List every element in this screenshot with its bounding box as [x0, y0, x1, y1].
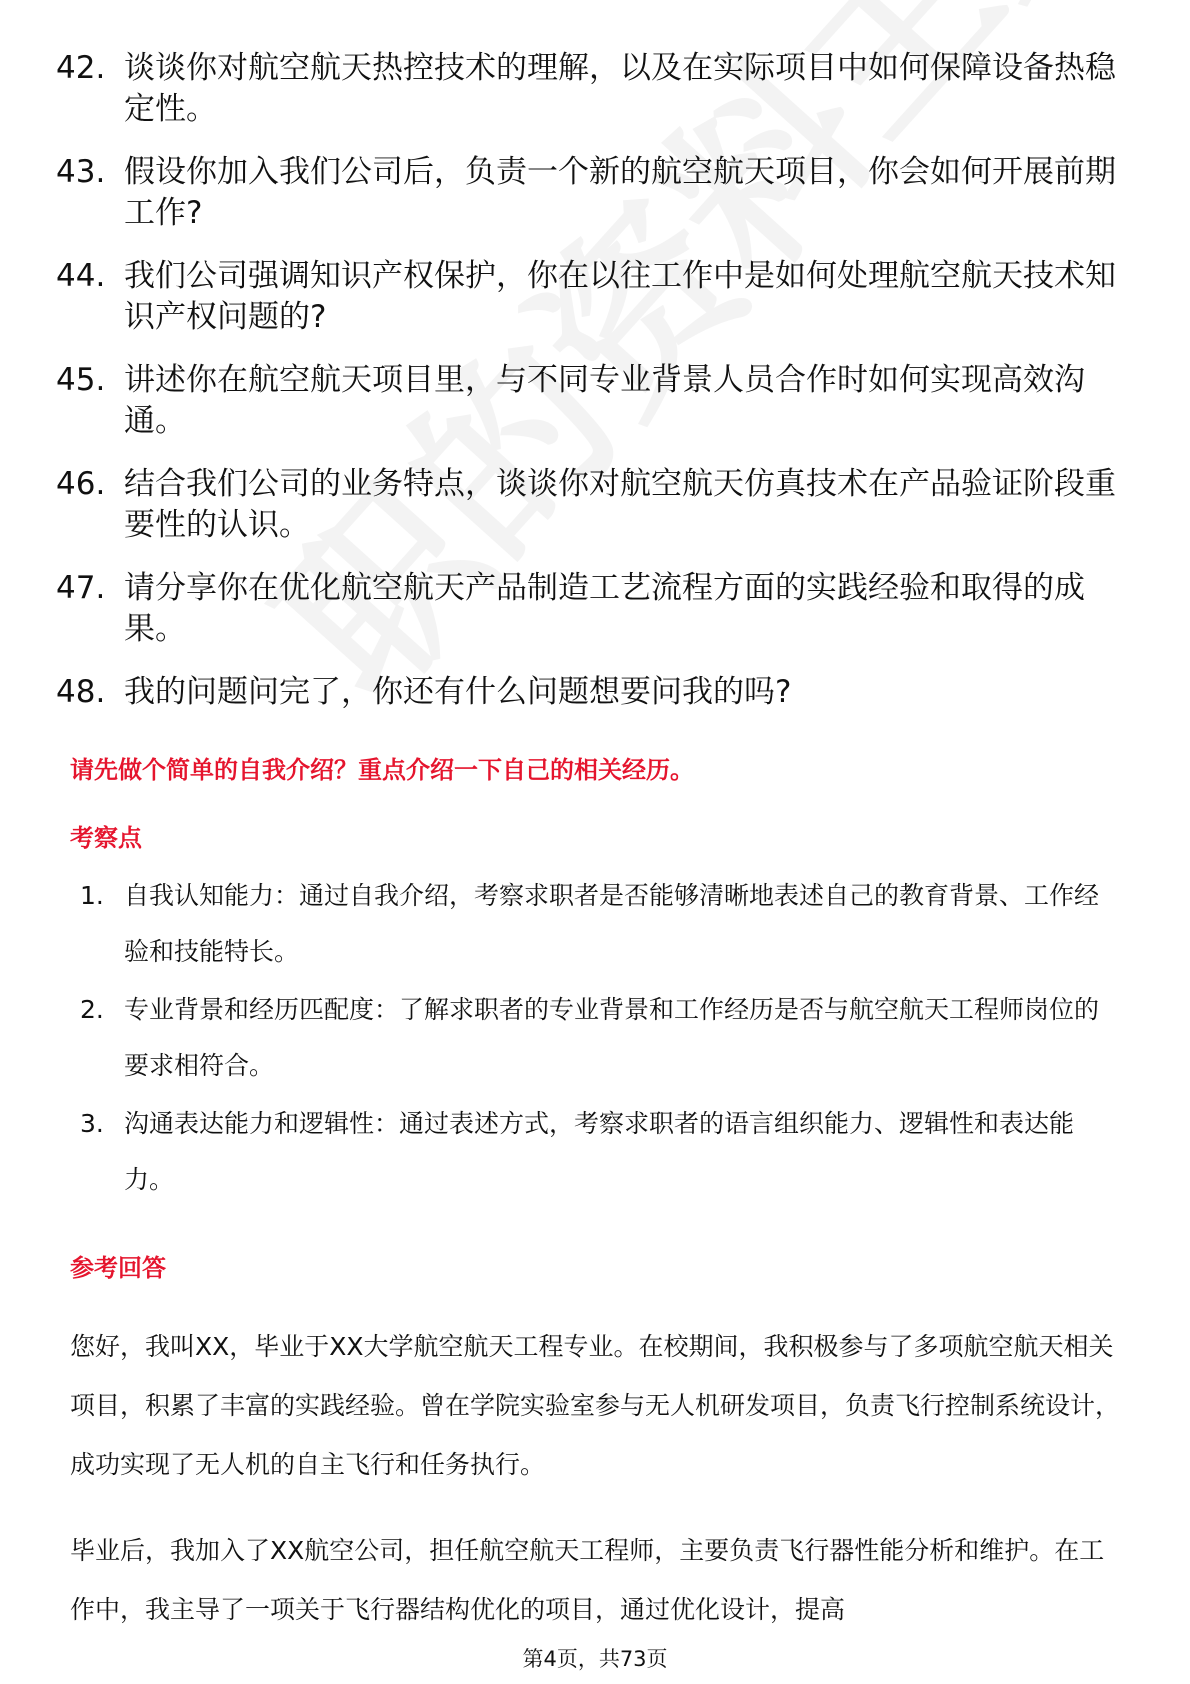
points-label: 考察点 — [70, 824, 142, 852]
answer-label: 参考回答 — [70, 1254, 166, 1282]
question-text: 假设你加入我们公司后，负责一个新的航空航天项目，你会如何开展前期工作? — [124, 154, 1116, 231]
point-item — [80, 868, 1120, 980]
question-item — [56, 152, 1136, 234]
question-item — [56, 48, 1136, 130]
question-number: 43. — [56, 154, 106, 190]
question-text: 结合我们公司的业务特点，谈谈你对航空航天仿真技术在产品验证阶段重要性的认识。 — [124, 466, 1116, 543]
answer-paragraph: 您好，我叫XX，毕业于XX大学航空航天工程专业。在校期间，我积极参与了多项航空航天相关项目，积累了丰富的实践经验。曾在学院实验室参与无人机研发项目，负责飞行控制系统设计，成功实现了无人机的自主飞行和任务执行。 — [70, 1332, 1121, 1479]
question-item — [56, 568, 1136, 650]
points-list — [80, 868, 1120, 1210]
question-number: 46. — [56, 466, 106, 502]
question-number: 48. — [56, 674, 106, 710]
point-number: 2. — [80, 995, 104, 1024]
question-text: 我们公司强调知识产权保护，你在以往工作中是如何处理航空航天技术知识产权问题的? — [124, 258, 1116, 335]
page-footer: 第4页，共73页 — [522, 1647, 668, 1671]
point-number: 3. — [80, 1109, 104, 1138]
section-question-title: 请先做个简单的自我介绍？重点介绍一下自己的相关经历。 — [70, 756, 694, 784]
point-text: 专业背景和经历匹配度：了解求职者的专业背景和工作经历是否与航空航天工程师岗位的要求相符合。 — [124, 995, 1100, 1080]
question-item — [56, 672, 1136, 713]
question-number: 42. — [56, 50, 106, 86]
question-text: 谈谈你对航空航天热控技术的理解，以及在实际项目中如何保障设备热稳定性。 — [124, 50, 1116, 127]
question-text: 请分享你在优化航空航天产品制造工艺流程方面的实践经验和取得的成果。 — [124, 570, 1085, 647]
question-item — [56, 256, 1136, 338]
question-list — [56, 48, 1136, 735]
answer-paragraph: 毕业后，我加入了XX航空公司，担任航空航天工程师，主要负责飞行器性能分析和维护。在工作中，我主导了一项关于飞行器结构优化的项目，通过优化设计，提高 — [70, 1536, 1105, 1624]
question-text: 我的问题问完了，你还有什么问题想要问我的吗? — [124, 674, 792, 710]
question-text: 讲述你在航空航天项目里，与不同专业背景人员合作时如何实现高效沟通。 — [124, 362, 1085, 439]
point-item — [80, 982, 1120, 1094]
question-number: 47. — [56, 570, 106, 606]
question-item — [56, 464, 1136, 546]
point-text: 沟通表达能力和逻辑性：通过表述方式，考察求职者的语言组织能力、逻辑性和表达能力。 — [124, 1109, 1075, 1194]
point-number: 1. — [80, 881, 104, 910]
question-number: 44. — [56, 258, 106, 294]
point-item — [80, 1096, 1120, 1208]
point-text: 自我认知能力：通过自我介绍，考察求职者是否能够清晰地表述自己的教育背景、工作经验和技能特长。 — [124, 881, 1100, 966]
question-item — [56, 360, 1136, 442]
question-number: 45. — [56, 362, 106, 398]
